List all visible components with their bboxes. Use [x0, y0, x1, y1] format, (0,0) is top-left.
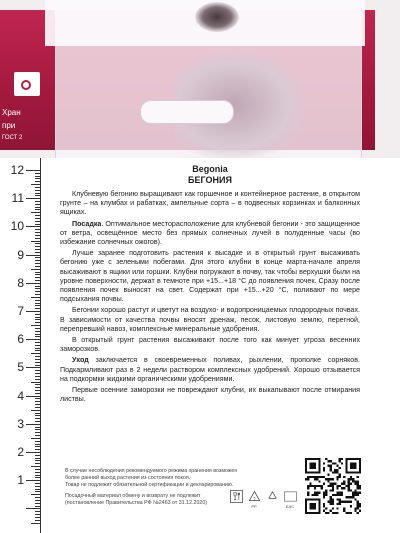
paragraph-soil: Бегонии хорошо растут и цветут на воздухо- и водопроницаемых плодородных почвах. В зависимости от качества почвы вносят дренаж, песок, листовую землю, перегной, перепревший навоз, комплексные минеральные удобрения.: [60, 306, 361, 333]
ruler-tick: [35, 477, 40, 478]
ruler-tick: [35, 393, 40, 394]
storage-warning-cont: более ранний выход растения из состояния покоя.: [65, 475, 191, 481]
ruler-tick: [26, 226, 40, 227]
recycle-pp-icon: [246, 490, 262, 509]
ruler-tick: [35, 491, 40, 492]
ruler-tick: [31, 353, 40, 354]
storage-warning: В случае несоблюдения рекомендуемого режима хранения возможен: [65, 468, 238, 474]
russian-name: БЕГОНИЯ: [188, 175, 232, 185]
ruler-tick: [35, 489, 40, 490]
ruler-tick: [35, 331, 40, 332]
ruler-tick: [31, 466, 40, 467]
ruler-tick: [26, 311, 40, 312]
ruler-tick: [35, 506, 40, 507]
ruler-label: 3: [17, 416, 24, 431]
ruler-tick: [35, 305, 40, 306]
ruler-tick: [31, 410, 40, 411]
ruler-tick: [35, 458, 40, 459]
ruler-tick: [26, 452, 40, 453]
ruler-label: 6: [17, 332, 24, 347]
ruler-tick: [35, 460, 40, 461]
paragraph-intro: Клубневую бегонию выращивают как горшечное и контейнерное растение, в открытом грунте – на клумбах и рабатках, ампельные сорта – в подвесных корзинках и балконных ящиках.: [60, 190, 360, 217]
ruler-tick: [35, 370, 40, 371]
ruler-tick: [35, 350, 40, 351]
ruler-tick: [35, 365, 40, 366]
storage-text-fragment: Хран: [2, 108, 21, 117]
ruler-label: 4: [17, 388, 24, 403]
ruler-tick: [35, 322, 40, 323]
ruler-label: 7: [17, 304, 24, 318]
ruler-tick: [31, 184, 40, 185]
ruler-tick: [35, 503, 40, 504]
ruler-tick: [35, 224, 40, 225]
ruler-tick: [35, 181, 40, 182]
paragraph-care: Уход заключается в своевременных поливах, рыхлении, прополке сорняков. Подкармливают раз в 2 недели раствором комплексных удобрений. Хорошо отзывается на подкормки жидкими органическими удобрениями.: [60, 356, 360, 383]
ruler-tick: [35, 500, 40, 501]
ruler-tick: [35, 435, 40, 436]
eac-mark-icon: [282, 490, 298, 509]
ruler-tick: [35, 421, 40, 422]
ruler-tick: [26, 396, 40, 397]
ruler-tick: [26, 255, 40, 256]
ruler-tick: [26, 480, 40, 481]
certification-note: Товар не подлежит обязательной сертификации и декларированию.: [65, 482, 234, 488]
ruler-tick: [35, 427, 40, 428]
ruler-tick: [35, 209, 40, 210]
ruler-tick: [31, 523, 40, 524]
ruler-tick: [35, 475, 40, 476]
ruler-tick: [35, 514, 40, 515]
storage-icon: [14, 72, 40, 96]
ruler-label: 2: [17, 445, 24, 459]
care-heading: Уход: [72, 356, 89, 365]
ruler-tick: [35, 232, 40, 233]
ruler-tick: [35, 303, 40, 304]
ruler-tick: [35, 218, 40, 219]
ruler-tick: [35, 173, 40, 174]
packaging-marks: [228, 490, 298, 514]
storage-text-fragment: при: [2, 121, 16, 130]
ruler-tick: [35, 207, 40, 208]
paragraph-preparation: Лучше заранее подготовить растения к высадке и в открытый грунт высаживать бегонию уже с зелеными побегами. Для этого клубни в конце марта-начале апреля высаживают в ящики или горшки. Клубни погружают в почву, так чтобы верхушки были на уровне поверхности, держат в темноте при +15...+18 °С до появления почек. Сразу после появления почек выносят на свет. Содержат при +15...+20 °С, поливают по мере подсыхания почвы.: [60, 249, 360, 304]
ruler-tick: [31, 325, 40, 326]
ruler-tick: [26, 198, 40, 199]
ruler-tick: [35, 238, 40, 239]
eac-label: EAC: [285, 504, 295, 509]
ruler-tick: [35, 404, 40, 405]
ruler-tick: [35, 432, 40, 433]
packaging-top: [0, 0, 400, 158]
ruler-label: 11: [11, 191, 24, 206]
ruler-tick: [31, 297, 40, 298]
paragraph-planting: Посадка. Оптимальное месторасположение для клубневой бегонии - это защищенное от ветра, освещённое место без прямых солнечных лучей в полуденные часы (во избежание солнечных ожогов).: [60, 219, 360, 247]
ruler-tick: [35, 415, 40, 416]
ruler-tick: [26, 508, 40, 509]
ruler-tick: [35, 294, 40, 295]
gost-text-fragment: ГОСТ 2: [2, 135, 23, 141]
ruler-tick: [35, 334, 40, 335]
ruler-tick: [35, 314, 40, 315]
ruler-tick: [35, 229, 40, 230]
ruler-tick: [26, 367, 40, 368]
ruler-tick: [35, 190, 40, 191]
ruler-tick: [31, 269, 40, 270]
pp-label: PP: [251, 504, 257, 509]
ruler-tick: [26, 424, 40, 425]
centimeter-ruler: [0, 158, 41, 533]
ruler-tick: [35, 517, 40, 518]
ruler-tick: [35, 266, 40, 267]
ruler-tick: [35, 308, 40, 309]
wineglass-fork-icon: [228, 490, 244, 504]
ruler-tick: [31, 494, 40, 495]
ruler-tick: [35, 486, 40, 487]
tuber-shadow: [195, 2, 239, 32]
ruler-tick: [35, 319, 40, 320]
ruler-tick: [35, 195, 40, 196]
return-policy: Посадочный материал обмену и возврату не подлежит: [65, 493, 201, 499]
ruler-tick: [35, 221, 40, 222]
ruler-tick: [35, 444, 40, 445]
ruler-tick: [35, 249, 40, 250]
ruler-tick: [35, 176, 40, 177]
ruler-tick: [35, 407, 40, 408]
ruler-tick: [35, 376, 40, 377]
ruler-tick: [35, 342, 40, 343]
ruler-tick: [35, 446, 40, 447]
ruler-tick: [35, 201, 40, 202]
ruler-tick: [35, 520, 40, 521]
recycle-icon: [264, 490, 280, 504]
ruler-tick: [35, 449, 40, 450]
ruler-tick: [35, 356, 40, 357]
ruler-tick: [35, 359, 40, 360]
ruler-tick: [35, 288, 40, 289]
ruler-tick: [31, 382, 40, 383]
ruler-tick: [35, 252, 40, 253]
ruler-tick: [35, 511, 40, 512]
ruler-tick: [31, 212, 40, 213]
ruler-tick: [35, 235, 40, 236]
ruler-tick: [35, 178, 40, 179]
ruler-tick: [35, 418, 40, 419]
ruler-tick: [35, 441, 40, 442]
ruler-tick: [35, 272, 40, 273]
ruler-label: 5: [17, 360, 24, 375]
ruler-tick: [35, 379, 40, 380]
ruler-tick: [31, 241, 40, 242]
ruler-tick: [35, 300, 40, 301]
latin-name: Begonia: [192, 164, 228, 174]
ruler-tick: [35, 328, 40, 329]
ruler-tick: [35, 336, 40, 337]
ruler-tick: [35, 274, 40, 275]
ruler-tick: [35, 204, 40, 205]
ruler-label: 8: [17, 275, 24, 290]
ruler-tick: [35, 390, 40, 391]
ruler-tick: [26, 170, 40, 171]
ruler-tick: [35, 246, 40, 247]
ruler-label: 10: [10, 219, 24, 234]
ruler-tick: [35, 497, 40, 498]
ruler-tick: [35, 317, 40, 318]
ruler-tick: [35, 286, 40, 287]
ruler-label: 9: [17, 247, 24, 262]
ruler-tick: [35, 187, 40, 188]
ruler-label: 12: [10, 163, 24, 177]
ruler-tick: [35, 483, 40, 484]
ruler-tick: [35, 263, 40, 264]
ruler-tick: [35, 193, 40, 194]
ruler-tick: [35, 373, 40, 374]
ruler-label: 1: [17, 473, 24, 488]
hang-hole: [140, 100, 234, 124]
ruler-tick: [35, 348, 40, 349]
ruler-tick: [35, 429, 40, 430]
ruler-tick: [35, 257, 40, 258]
ruler-tick: [35, 401, 40, 402]
ruler-tick: [35, 469, 40, 470]
ruler-tick: [35, 362, 40, 363]
ruler-tick: [35, 455, 40, 456]
ruler-tick: [35, 472, 40, 473]
ruler-tick: [35, 463, 40, 464]
ruler-tick: [35, 243, 40, 244]
paragraph-frost: Первые осенние заморозки не повреждают клубни, их выкапывают после отмирания листвы.: [60, 386, 360, 404]
ruler-tick: [35, 413, 40, 414]
ruler-tick: [35, 291, 40, 292]
ruler-tick: [26, 339, 40, 340]
svg-text:5: 5: [253, 496, 255, 501]
ruler-tick: [35, 345, 40, 346]
ruler-tick: [35, 215, 40, 216]
ruler-tick: [35, 387, 40, 388]
ruler-tick: [31, 438, 40, 439]
paragraph-outdoor: В открытый грунт растения высаживают после того как минует угроза весенних заморозков.: [60, 336, 360, 354]
qr-code[interactable]: [305, 458, 361, 514]
ruler-tick: [35, 384, 40, 385]
ruler-tick: [35, 260, 40, 261]
government-decree: (постановление Правительства РФ №2463 от 31.12.2020): [65, 500, 208, 506]
care-instructions: [60, 164, 360, 406]
planting-heading: Посадка: [72, 219, 102, 228]
ruler-tick: [35, 398, 40, 399]
ruler-tick: [35, 280, 40, 281]
ruler-tick: [26, 283, 40, 284]
ruler-tick: [35, 277, 40, 278]
